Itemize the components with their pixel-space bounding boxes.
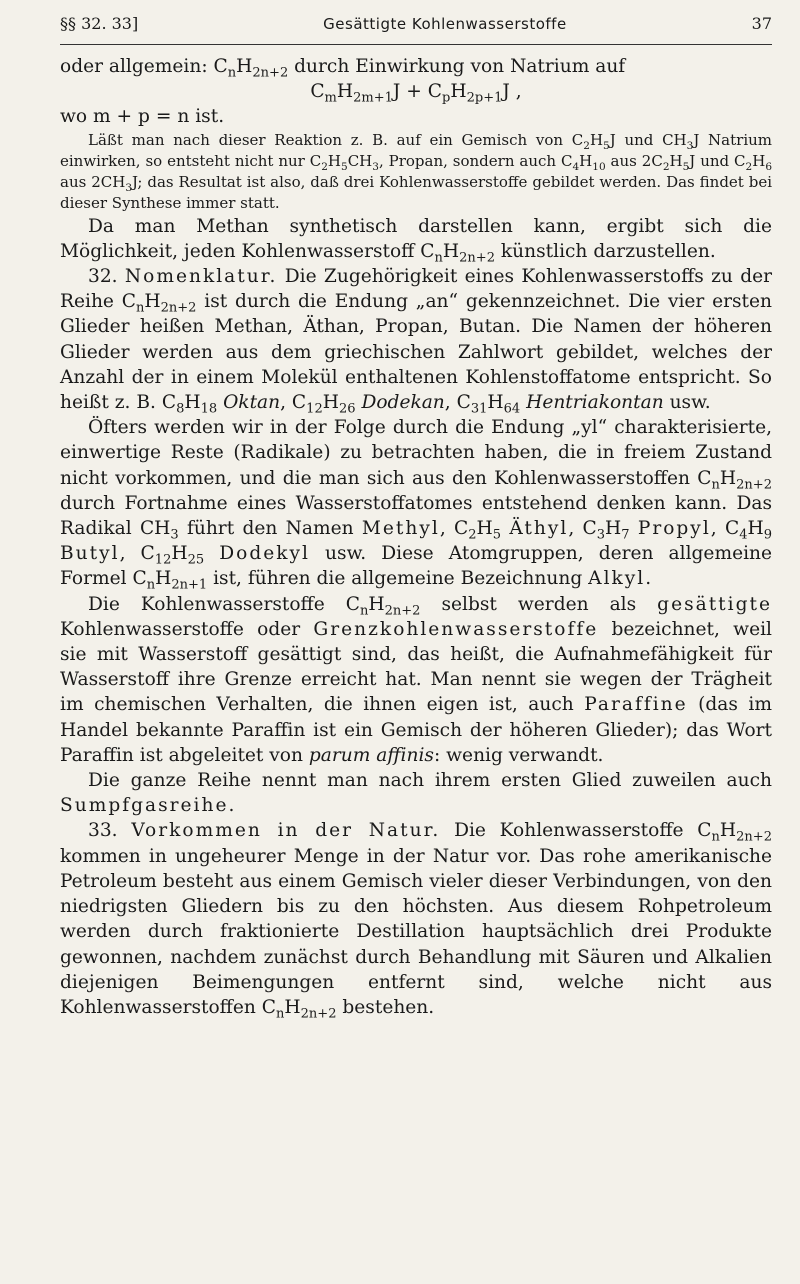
section-33-occurrence: 33. Vorkommen in der Natur. Die Kohlenwasserstoffe $C_nH_{2n+2}$ kommen in ungeheurer Menge in der Natur vor. Das rohe amerikanische Petroleum besteht aus einem Gemisch vieler dieser Verbindungen, von den niedrigsten Gliedern bis zu den höchsten. Aus diesem Rohpetroleum werden durch fraktionierte Destillation hauptsächlich drei Produkte gewonnen, nachdem zunächst durch Behandlung mit Säuren und Alkalien diejenigen Beimengungen entfernt sind, welche nicht aus Kohlenwasserstoffen $C_nH_{2n+2}$ bestehen. <box>60 820 772 1022</box>
reaction-formula: $C_mH_{2m+1}J + C_pH_{2p+1}J$ , <box>310 81 522 106</box>
section-32-nomenclature: 32. Nomenklatur. Die Zugehörigkeit eines Kohlenwasserstoffs zu der Reihe $C_nH_{2n+2}$ ist durch die Endung „an“ gekennzeichnet. Die vier ersten Glieder heißen Methan, Äthan, Propan, Butan. Die Namen der höheren Glieder werden aus dem griechischen Zahlwort gebildet, welches der Anzahl der in einem Molekül enthaltenen Kohlenstoffatome entspricht. So heißt z. B. $C_8H_{18}$ Oktan, $C_{12}H_{26}$ Dodekan, $C_{31}H_{64}$ Hentriakontan usw. <box>60 266 772 417</box>
page-header <box>60 14 772 40</box>
paragraph-saturated: Die Kohlenwasserstoffe $C_nH_{2n+2}$ selbst werden als gesättigte Kohlenwasserstoffe oder Grenzkohlenwasserstoffe bezeichnet, weil sie mit Wasserstoff gesättigt sind, das heißt, die Aufnahmefähigkeit für Wasserstoff ihre Grenze erreicht hat. Man nennt sie wegen der Trägheit im chemischen Verhalten, die ihnen eigen ist, auch Paraffine (das im Handel bekannte Paraffin ist ein Gemisch der höheren Glieder); das Wort Paraffin ist abgeleitet von parum affinis: wenig verwandt. <box>60 593 772 766</box>
page-number: 37 <box>751 14 772 33</box>
section-heading: Vorkommen in der Natur. <box>131 820 441 842</box>
paragraph-marsh-gas: Die ganze Reihe nennt man nach ihrem ersten Glied zuweilen auch Sumpfgasreihe. <box>60 770 772 817</box>
paragraph-radicals: Öfters werden wir in der Folge durch die Endung „yl“ charakterisierte, einwertige Reste (Radikale) zu betrachten haben, die in freiem Zustand nicht vorkommen, und die man sich aus den Kohlenwasserstoffen $C_nH_{2n+2}$ durch Fortnahme eines Wasserstoffatomes entstehend denken kann. Das Radikal $CH_3$ führt den Namen Methyl, $C_2H_5$ Äthyl, $C_3H_7$ Propyl, $C_4H_9$ Butyl, $C_{12}H_{25}$ Dodekyl usw. Diese Atomgruppen, deren allgemeine Formel $C_nH_{2n+1}$ ist, führen die allgemeine Bezeichnung Alkyl. <box>60 417 772 594</box>
section-number: 33. <box>88 820 118 842</box>
paragraph-methane-synthesis: Da man Methan synthetisch darstellen kann, ergibt sich die Möglichkeit, jeden Kohlenwasserstoff $C_nH_{2n+2}$ künstlich darzustellen. <box>60 215 772 266</box>
section-number: 32. <box>88 266 118 288</box>
page-body <box>60 54 772 1020</box>
paragraph-where: wo m + p = n ist. <box>60 106 225 128</box>
header-rule <box>60 44 772 45</box>
paragraph-general-formula: oder allgemein: $C_nH_{2n+2}$ durch Einwirkung von Natrium auf <box>60 56 626 81</box>
section-heading: Nomenklatur. <box>124 266 278 288</box>
section-reference: §§ 32. 33] <box>60 14 139 33</box>
running-title: Gesättigte Kohlenwasserstoffe <box>323 15 567 33</box>
small-print-note: Läßt man nach dieser Reaktion z. B. auf ein Gemisch von $C_2H_5J$ und $CH_3J$ Natrium einwirken, so entsteht nicht nur $C_2H_5CH_3$, Propan, sondern auch $C_4H_{10}$ aus $2C_2H_5J$ und $C_2H_6$ aus $2CH_3J$; das Resultat ist also, daß drei Kohlenwasserstoffe gebildet werden. Das findet bei dieser Synthese immer statt. <box>60 130 773 212</box>
